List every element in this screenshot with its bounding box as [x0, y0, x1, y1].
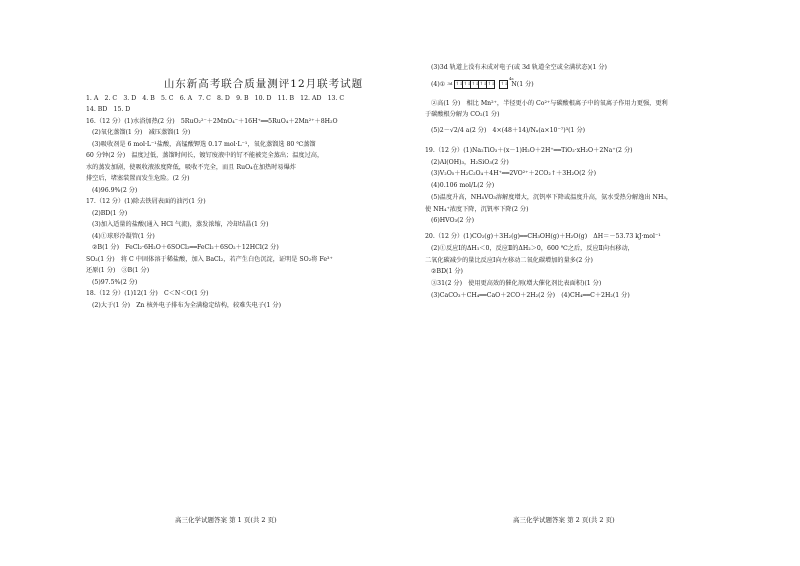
- answer-line: 16.（12 分）(1)水浴加热(2 分) 5RuO₂²⁻＋2MnO₄⁻＋16H⁺══5RuO₄＋2Mn²⁺＋8H₂O: [86, 118, 338, 125]
- answer-line: 60 分钟(2 分) 温度过低，蒸馏时间长，镀钌废液中的钌不能被完全蒸出；温度过高，: [86, 152, 324, 159]
- orbital-diagram: [447, 80, 507, 89]
- answer-line: (3)CaCO₃＋CH₄══CaO＋2CO＋2H₂(2 分) (4)CH₄══C＋2H₂(1 分): [431, 292, 630, 299]
- answer-line: 使 NH₄⁺浓度下降，沉钒率下降(2 分): [425, 206, 529, 213]
- answer-line: SO₂(1 分) 将 C 中固体溶于稀盐酸，加入 BaCl₂，若产生白色沉淀，证明是 SO₂将 Fe³⁺: [86, 256, 333, 263]
- orbital-label: 3d: [447, 81, 453, 86]
- answer-line: 14. BD 15. D: [86, 106, 131, 113]
- answer-line: (5)温度升高，NH₄VO₃溶解度增大，沉钒率下降或温度升高，氨水受热分解逸出 NH₃，: [431, 194, 673, 201]
- answer-line: (4)96.9%(2 分): [92, 187, 138, 194]
- answer-line: 于碳酸根分解为 CO₂(1 分): [425, 111, 500, 118]
- answer-line: 17.（12 分）(1)除去铁屑表面的油污(1 分): [86, 198, 206, 205]
- answer-line: (3)吸收剂是 6 mol·L⁻¹盐酸，高锰酸钾选 0.17 mol·L⁻¹，氧化蒸馏选 80 ℃蒸馏: [92, 141, 316, 148]
- answer-line: (2)Al(OH)₃，H₂SiO₃(2 分): [431, 159, 509, 166]
- exam-title: 山东新高考联合质量测评12月联考试题: [163, 78, 364, 90]
- answer-line: (3)V₂O₅＋H₂C₂O₄＋4H⁺══2VO²⁺＋2CO₂↑＋3H₂O(2 分): [431, 170, 597, 177]
- answer-line: (4)①球形冷凝管(1 分): [92, 233, 155, 240]
- answer-line: 1. A 2. C 3. D 4. B 5. C 6. A 7. C 8. D 9. B 10. D 11. B 12. AD 13. C: [86, 95, 345, 102]
- answer-line: 水的蒸发加剧，使吸收液浓度降低，吸收不完全，而且 RuO₄在加热时易爆炸: [86, 164, 296, 171]
- answer-line: ②BD(1 分): [431, 268, 463, 275]
- answer-line: 排空后，堵塞装置而发生危险。(2 分): [86, 175, 190, 182]
- answer-line: ③31(2 分) 使用更高效的催化剂(增大催化剂比表面积)(1 分): [431, 280, 602, 287]
- answer-line: (5)97.5%(2 分): [92, 279, 138, 286]
- answer-line: (6)HVO₃(2 分): [431, 217, 474, 224]
- orbital-cell: ↑↓: [463, 82, 471, 87]
- answer-line: 19.（12 分）(1)Na₂TiO₃＋(x－1)H₂O＋2H⁺══TiO₂·xH₂O＋2Na⁺(2 分): [425, 147, 633, 154]
- answer-line: ②高(1 分) 相比 Mn²⁺，半径更小的 Co²⁺与碳酸根离子中的氧离子作用力更强，更利: [431, 100, 668, 107]
- answer-line: (3)加入适量的盐酸(通入 HCl 气流)，蒸发浓缩，冷却结晶(1 分): [92, 221, 269, 228]
- answer-line: ②B(1 分) FeCl₂·6H₂O＋6SOCl₂══FeCl₂＋6SO₂＋12HCl(2 分): [92, 244, 279, 251]
- answer-line: (4)0.106 mol/L(2 分): [431, 182, 495, 189]
- answer-line: (3)3d 轨道上没有未成对电子(或 3d 轨道全空或全满状态)(1 分): [431, 64, 607, 71]
- orbital-cell: ↑↓: [487, 82, 495, 87]
- orbital-cell: ↑↓: [500, 82, 508, 87]
- answer-line: (4)① 3d ↑↓↑↓↑↓↑↓↑↓ ↑↓ N(1 分) 4s: [431, 76, 534, 88]
- answer-line: (2)大于(1 分) Zn 核外电子排布为全满稳定结构，较难失电子(1 分): [92, 302, 281, 309]
- answer-line: (5)2－√2/4 a(2 分) 4×(48＋14)/Nₐ(a×10⁻⁷)³(1 分): [431, 127, 586, 134]
- answer-line: (2)氧化蒸馏(1 分) 减压蒸馏(1 分): [92, 129, 191, 136]
- orbital-label-4s: 4s: [509, 76, 514, 81]
- answer-line: 还原(1 分) ③B(1 分): [86, 267, 150, 274]
- footer-page-1: 高三化学试题答案 第 1 页(共 2 页): [175, 516, 277, 524]
- orbital-cell: ↑↓: [455, 82, 463, 87]
- orbital-tail: N(1 分): [509, 81, 534, 88]
- orbital-cell: ↑↓: [479, 82, 487, 87]
- answer-line: 20.（12 分）(1)CO₂(g)＋3H₂(g)══CH₃OH(g)＋H₂O(g) ΔH＝－53.73 kJ·mol⁻¹: [425, 233, 661, 240]
- answer-line: (2)①反应Ⅰ的ΔH₁＜0，反应Ⅱ的ΔH₂＞0，600 ℃之后，反应Ⅱ向右移动，: [431, 245, 634, 252]
- answer-line: (2)BD(1 分): [92, 210, 128, 217]
- answer-line: 二氧化碳减少的量比反应Ⅰ向左移动二氧化碳增加的量多(2 分): [425, 257, 593, 264]
- footer-page-2: 高三化学试题答案 第 2 页(共 2 页): [513, 516, 615, 524]
- answer-line: 18.（12 分）(1)12(1 分) C＜N＜O(1 分): [86, 290, 209, 297]
- orbital-cell: ↑↓: [471, 82, 479, 87]
